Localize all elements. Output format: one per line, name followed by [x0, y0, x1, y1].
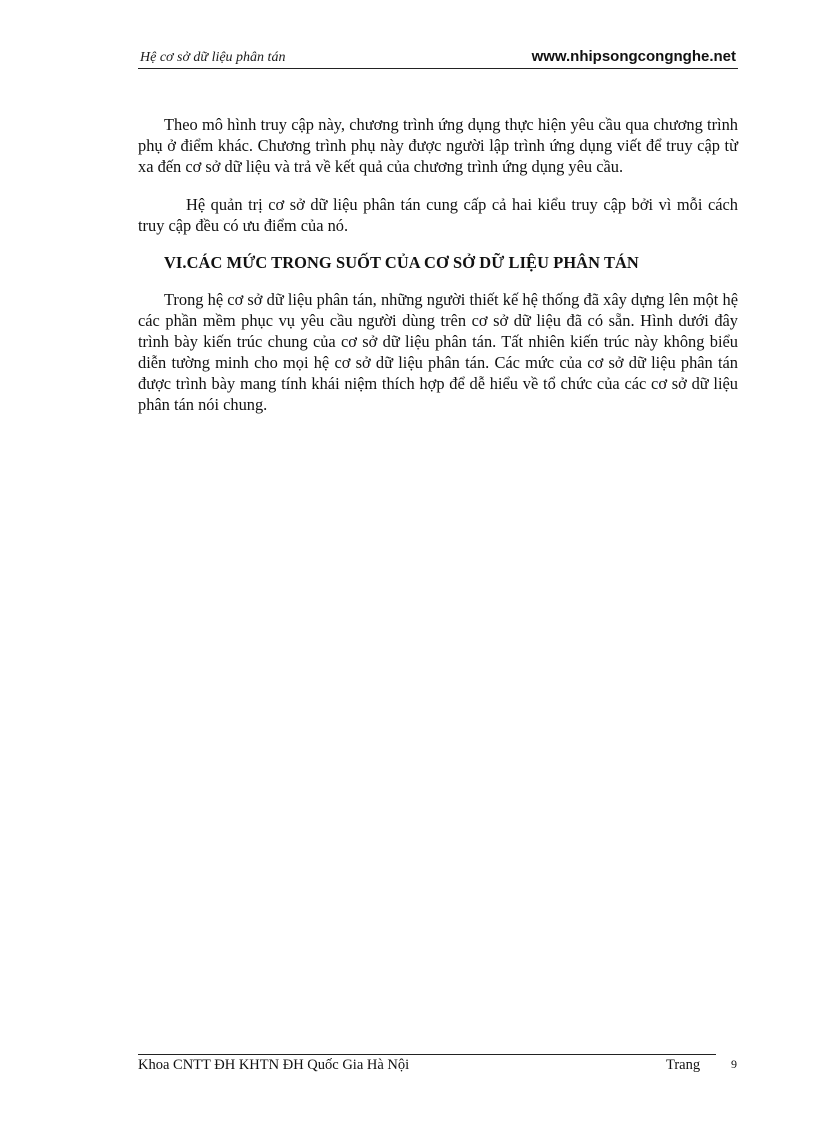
website-url: www.nhipsongcongnghe.net	[531, 48, 736, 65]
footer-page-label: Trang	[666, 1057, 701, 1073]
page-number: 9	[731, 1057, 737, 1071]
footer-divider	[138, 1054, 716, 1055]
paragraph-remote-access: Theo mô hình truy cập này, chương trình ứng dụng thực hiện yêu cầu qua chương trình phụ ở điểm khác. Chương trình phụ này được người lập trình ứng dụng viết để truy cập từ xa đến cơ sở dữ liệu và trả về kết quả của chương trình ứng dụng yêu cầu.	[138, 115, 738, 176]
page-header	[138, 48, 738, 70]
header-divider	[138, 68, 738, 69]
section-heading: VI.CÁC MỨC TRONG SUỐT CỦA CƠ SỞ DỮ LIỆU PHÂN TÁN	[164, 253, 639, 272]
paragraph-architecture: Trong hệ cơ sở dữ liệu phân tán, những người thiết kế hệ thống đã xây dựng lên một hệ các phần mềm phục vụ yêu cầu người dùng trên cơ sở dữ liệu đã có sẵn. Hình dưới đây trình bày kiến trúc chung của cơ sở dữ liệu phân tán. Tất nhiên kiến trúc này không biểu diễn tường minh cho mọi hệ cơ sở dữ liệu phân tán. Các mức của cơ sở dữ liệu phân tán được trình bày mang tính khái niệm thích hợp để dễ hiểu về tổ chức của các cơ sở dữ liệu phân tán nói chung.	[138, 290, 738, 414]
document-title: Hệ cơ sở dữ liệu phân tán	[140, 50, 286, 65]
page-body	[138, 114, 738, 415]
paragraph-access-types: Hệ quản trị cơ sở dữ liệu phân tán cung cấp cả hai kiểu truy cập bởi vì mỗi cách truy cập đều có ưu điểm của nó.	[138, 195, 738, 235]
footer-institution: Khoa CNTT ĐH KHTN ĐH Quốc Gia Hà Nội	[138, 1057, 410, 1073]
